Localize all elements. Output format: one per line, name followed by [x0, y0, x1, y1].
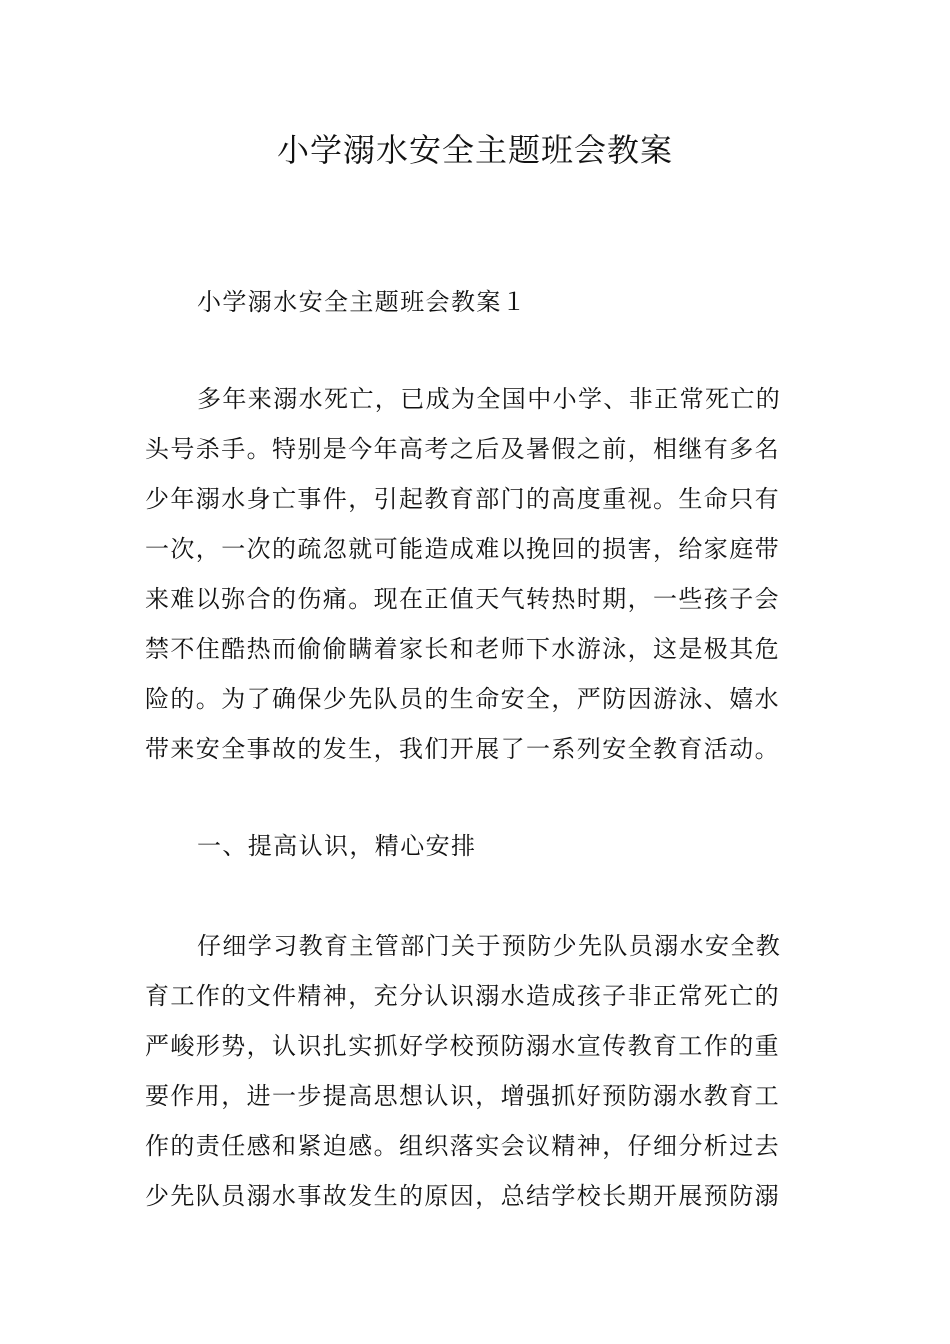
paragraph-1-line-3: 少年溺水身亡事件，引起教育部门的高度重视。生命只有: [145, 485, 780, 513]
paragraph-1-line-4: 一次，一次的疏忽就可能造成难以挽回的损害，给家庭带: [145, 535, 780, 563]
paragraph-2-line-6: 少先队员溺水事故发生的原因，总结学校长期开展预防溺: [145, 1182, 780, 1210]
paragraph-1-line-8: 带来安全事故的发生，我们开展了一系列安全教育活动。: [145, 735, 780, 763]
paragraph-1-line-7: 险的。为了确保少先队员的生命安全，严防因游泳、嬉水: [145, 685, 780, 713]
paragraph-1-line-2: 头号杀手。特别是今年高考之后及暑假之前，相继有多名: [145, 435, 780, 463]
section-subtitle: 小学溺水安全主题班会教案１: [197, 288, 528, 316]
document-title: 小学溺水安全主题班会教案: [276, 131, 673, 169]
paragraph-1-line-5: 来难以弥合的伤痛。现在正值天气转热时期，一些孩子会: [145, 585, 780, 613]
paragraph-2-line-1: 仔细学习教育主管部门关于预防少先队员溺水安全教: [197, 932, 782, 960]
section-heading-1: 一、提高认识，精心安排: [197, 832, 477, 860]
paragraph-2-line-3: 严峻形势，认识扎实抓好学校预防溺水宣传教育工作的重: [145, 1032, 780, 1060]
paragraph-2-line-5: 作的责任感和紧迫感。组织落实会议精神，仔细分析过去: [145, 1132, 780, 1160]
paragraph-1-line-6: 禁不住酷热而偷偷瞒着家长和老师下水游泳，这是极其危: [145, 635, 780, 663]
paragraph-1-line-1: 多年来溺水死亡，已成为全国中小学、非正常死亡的: [197, 385, 782, 413]
paragraph-2-line-2: 育工作的文件精神，充分认识溺水造成孩子非正常死亡的: [145, 982, 780, 1010]
paragraph-2-line-4: 要作用，进一步提高思想认识，增强抓好预防溺水教育工: [145, 1082, 780, 1110]
